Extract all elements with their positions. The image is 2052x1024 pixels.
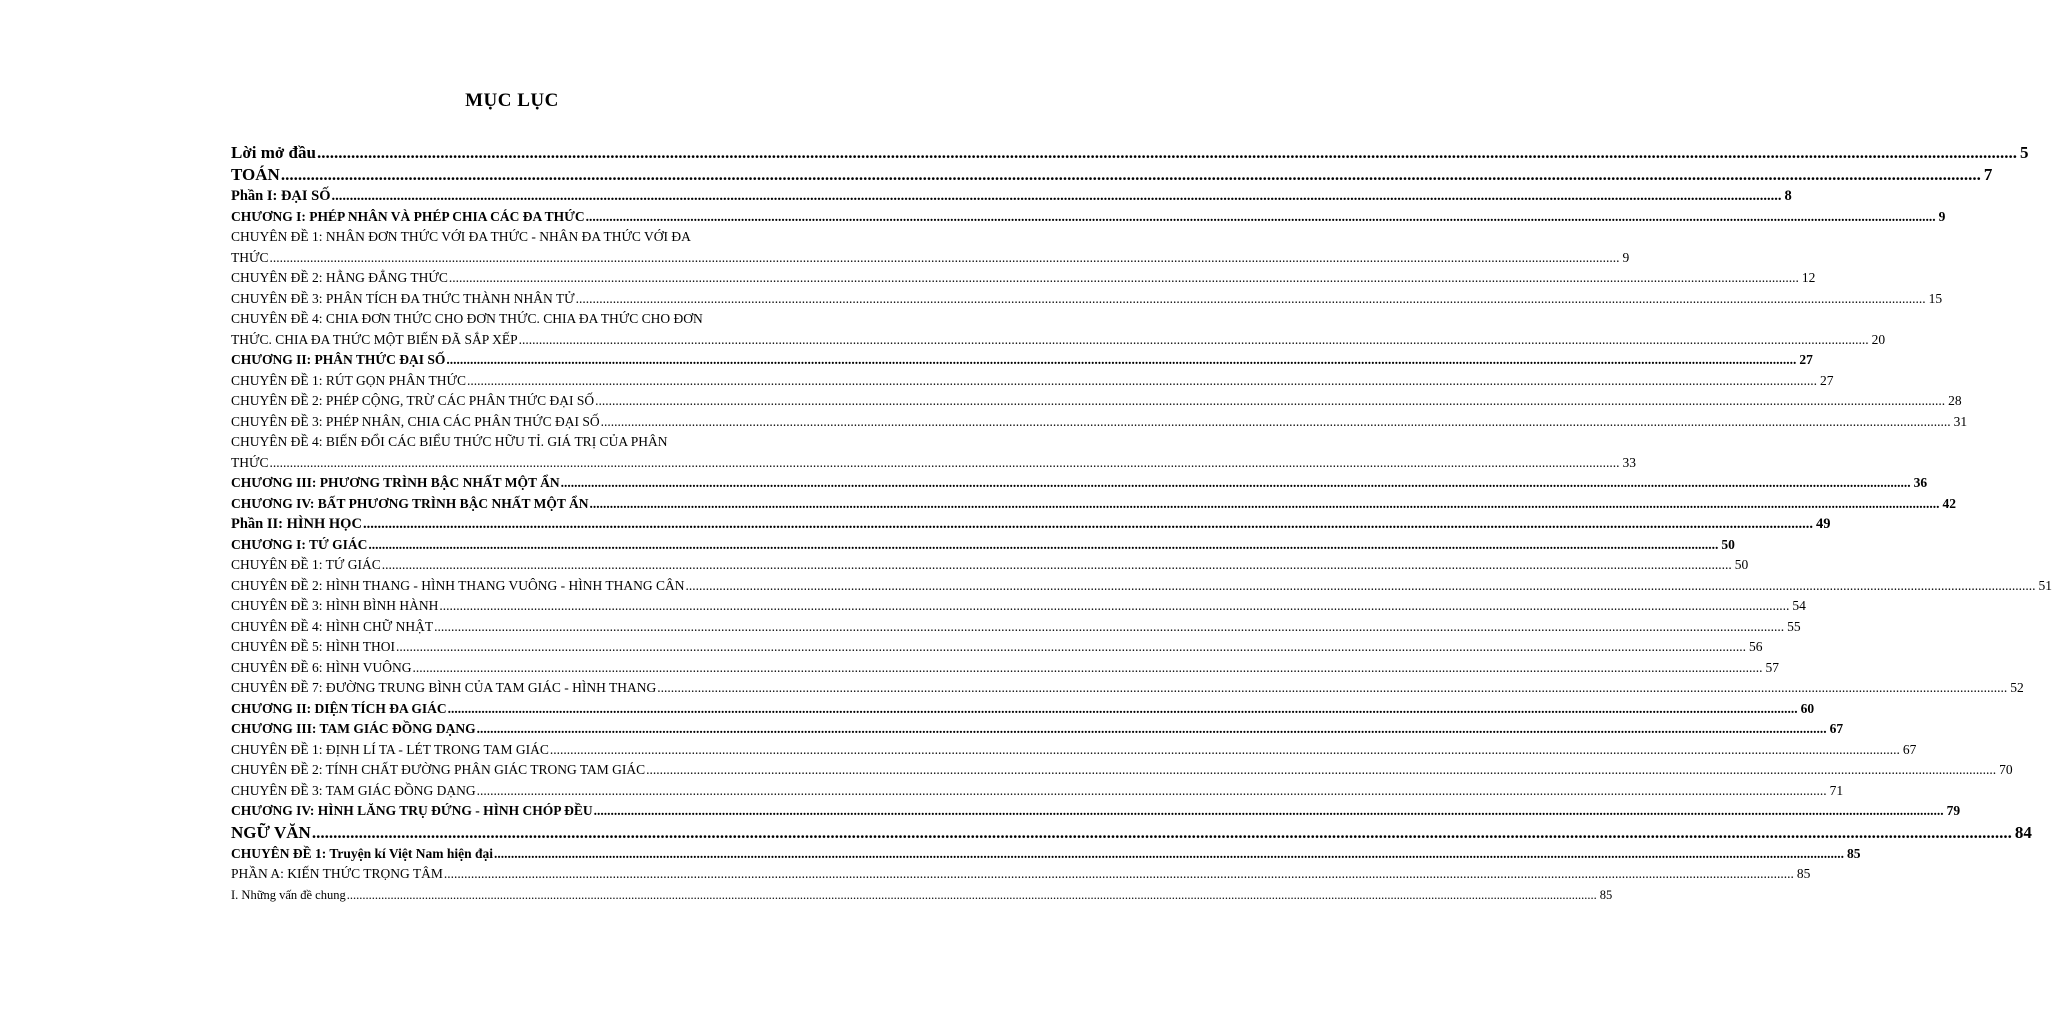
toc-page-number: 52 <box>2010 680 2024 695</box>
toc-entry[interactable] <box>231 514 1831 535</box>
toc-entry[interactable] <box>231 576 2052 597</box>
toc-page-number: 55 <box>1787 618 1801 634</box>
dot-leader: ................................................................................................................................................................................................................................................................................................................................................................................................................ <box>311 822 2012 842</box>
toc-entry[interactable] <box>231 412 1968 433</box>
toc-page-number: 33 <box>1622 454 1636 470</box>
toc-page-number: 36 <box>1913 475 1928 490</box>
dot-leader: ................................................................................................................................................................................................................................................................................................................................................................................................................ <box>476 782 1827 798</box>
toc-entry-title-continued: THỨC. CHIA ĐA THỨC MỘT BIẾN ĐÃ SẮP XẾP <box>231 331 518 347</box>
toc-entry[interactable] <box>231 637 1763 658</box>
toc-entry-title: CHUYÊN ĐỀ 4: BIẾN ĐỔI CÁC BIỂU THỨC HỮU TỈ. GIÁ TRỊ CỦA PHÂN <box>231 434 668 449</box>
toc-entry-title: CHUYÊN ĐỀ 4: HÌNH CHỮ NHẬT <box>231 618 434 634</box>
toc-entry-title: CHƯƠNG I: PHÉP NHÂN VÀ PHÉP CHIA CÁC ĐA THỨC <box>231 208 585 224</box>
dot-leader: ................................................................................................................................................................................................................................................................................................................................................................................................................ <box>331 188 1782 204</box>
dot-leader: ................................................................................................................................................................................................................................................................................................................................................................................................................ <box>316 143 2017 162</box>
toc-page-number: 79 <box>1946 803 1961 818</box>
toc-entry[interactable] <box>231 740 1917 761</box>
toc-entry-title: CHUYÊN ĐỀ 1: ĐỊNH LÍ TA - LÉT TRONG TAM GIÁC <box>231 741 549 757</box>
dot-leader: ................................................................................................................................................................................................................................................................................................................................................................................................................ <box>446 352 1797 367</box>
toc-entry-title: CHƯƠNG II: PHÂN THỨC ĐẠI SỐ <box>231 352 446 367</box>
toc-entry[interactable] <box>231 227 1630 268</box>
table-of-contents <box>231 142 2052 905</box>
dot-leader: ................................................................................................................................................................................................................................................................................................................................................................................................................ <box>346 887 1597 902</box>
toc-page-number: 51 <box>2038 577 2052 593</box>
toc-page-number: 50 <box>1734 557 1749 572</box>
toc-page-number: 5 <box>2019 143 2029 162</box>
dot-leader: ................................................................................................................................................................................................................................................................................................................................................................................................................ <box>476 721 1827 736</box>
dot-leader: ................................................................................................................................................................................................................................................................................................................................................................................................................ <box>595 393 1946 408</box>
toc-entry[interactable] <box>231 142 2029 164</box>
toc-entry-title: CHUYÊN ĐỀ 2: HẰNG ĐẲNG THỨC <box>231 270 448 285</box>
toc-page-number: 57 <box>1765 659 1779 675</box>
dot-leader: ................................................................................................................................................................................................................................................................................................................................................................................................................ <box>269 454 1620 470</box>
toc-entry-title: CHƯƠNG III: PHƯƠNG TRÌNH BẬC NHẤT MỘT ẨN <box>231 475 560 490</box>
dot-leader: ................................................................................................................................................................................................................................................................................................................................................................................................................ <box>368 536 1719 552</box>
dot-leader: ................................................................................................................................................................................................................................................................................................................................................................................................................ <box>395 639 1746 654</box>
toc-page-number: 85 <box>1599 887 1613 902</box>
toc-entry-title: CHƯƠNG III: TAM GIÁC ĐỒNG DẠNG <box>231 721 476 736</box>
toc-entry[interactable] <box>231 268 1816 289</box>
toc-entry-title: Phần II: HÌNH HỌC <box>231 516 362 532</box>
toc-entry[interactable] <box>231 473 1928 494</box>
toc-entry-title: CHUYÊN ĐỀ 3: TAM GIÁC ĐỒNG DẠNG <box>231 782 476 798</box>
toc-entry-title: CHUYÊN ĐỀ 2: HÌNH THANG - HÌNH THANG VUÔNG - HÌNH THANG CÂN <box>231 577 685 593</box>
dot-leader: ................................................................................................................................................................................................................................................................................................................................................................................................................ <box>685 577 2036 593</box>
dot-leader: ................................................................................................................................................................................................................................................................................................................................................................................................................ <box>362 516 1813 532</box>
toc-entry[interactable] <box>231 885 1613 905</box>
toc-entry-title: CHUYÊN ĐỀ 4: CHIA ĐƠN THỨC CHO ĐƠN THỨC. CHIA ĐA THỨC CHO ĐƠN <box>231 311 703 326</box>
toc-page-number: 67 <box>1902 741 1917 757</box>
toc-entry[interactable] <box>231 760 2013 781</box>
dot-leader: ................................................................................................................................................................................................................................................................................................................................................................................................................ <box>585 208 1936 224</box>
toc-entry[interactable] <box>231 596 1806 617</box>
dot-leader: ................................................................................................................................................................................................................................................................................................................................................................................................................ <box>560 475 1911 490</box>
toc-entry-title: Phần I: ĐẠI SỐ <box>231 188 331 204</box>
toc-entry-title: CHUYÊN ĐỀ 1: RÚT GỌN PHÂN THỨC <box>231 372 466 388</box>
dot-leader: ................................................................................................................................................................................................................................................................................................................................................................................................................ <box>494 845 1845 861</box>
dot-leader: ................................................................................................................................................................................................................................................................................................................................................................................................................ <box>657 680 2008 695</box>
toc-entry-title: CHƯƠNG I: TỨ GIÁC <box>231 536 368 552</box>
toc-entry-title: CHUYÊN ĐỀ 1: TỨ GIÁC <box>231 557 381 572</box>
toc-page-number: 20 <box>1871 331 1886 347</box>
dot-leader: ................................................................................................................................................................................................................................................................................................................................................................................................................ <box>466 372 1817 388</box>
toc-page-number: 28 <box>1948 393 1962 408</box>
toc-entry-title: CHUYÊN ĐỀ 2: TÍNH CHẤT ĐƯỜNG PHÂN GIÁC TRONG TAM GIÁC <box>231 762 646 777</box>
dot-leader: ................................................................................................................................................................................................................................................................................................................................................................................................................ <box>447 700 1798 716</box>
dot-leader: ................................................................................................................................................................................................................................................................................................................................................................................................................ <box>434 618 1785 634</box>
toc-page-number: 71 <box>1829 782 1844 798</box>
toc-entry-title-continued: THỨC <box>231 249 269 265</box>
toc-page-number: 85 <box>1847 845 1861 861</box>
toc-entry[interactable] <box>231 309 1886 350</box>
dot-leader: ................................................................................................................................................................................................................................................................................................................................................................................................................ <box>412 659 1763 675</box>
dot-leader: ................................................................................................................................................................................................................................................................................................................................................................................................................ <box>443 866 1794 881</box>
toc-page-number: 70 <box>1999 762 2013 777</box>
toc-entry-title: CHUYÊN ĐỀ 7: ĐƯỜNG TRUNG BÌNH CỦA TAM GIÁC - HÌNH THANG <box>231 680 657 695</box>
toc-page-number: 49 <box>1815 516 1831 532</box>
dot-leader: ................................................................................................................................................................................................................................................................................................................................................................................................................ <box>381 557 1732 572</box>
toc-entry[interactable] <box>231 555 1749 576</box>
toc-page-number: 67 <box>1829 721 1844 736</box>
toc-entry-title: CHUYÊN ĐỀ 1: NHÂN ĐƠN THỨC VỚI ĐA THỨC - NHÂN ĐA THỨC VỚI ĐA <box>231 229 691 244</box>
toc-page-number: 12 <box>1801 270 1816 285</box>
toc-entry[interactable] <box>231 864 1811 885</box>
dot-leader: ................................................................................................................................................................................................................................................................................................................................................................................................................ <box>280 165 1981 184</box>
toc-entry-title: CHƯƠNG IV: BẤT PHƯƠNG TRÌNH BẬC NHẤT MỘT ẨN <box>231 495 589 511</box>
toc-page-number: 42 <box>1942 495 1957 511</box>
toc-entry[interactable] <box>231 678 2024 699</box>
toc-page-number: 9 <box>1938 208 1946 224</box>
toc-entry[interactable] <box>231 289 1943 310</box>
dot-leader: ................................................................................................................................................................................................................................................................................................................................................................................................................ <box>646 762 1997 777</box>
toc-entry-title: Lời mở đầu <box>231 143 316 162</box>
toc-page-number: 8 <box>1784 188 1792 204</box>
dot-leader: ................................................................................................................................................................................................................................................................................................................................................................................................................ <box>589 495 1940 511</box>
toc-page-number: 84 <box>2014 822 2032 842</box>
toc-entry[interactable] <box>231 186 1792 207</box>
toc-page-number: 31 <box>1953 413 1968 429</box>
page-title: MỤC LỤC <box>465 90 559 111</box>
toc-entry-title: CHUYÊN ĐỀ 3: PHÉP NHÂN, CHIA CÁC PHÂN THỨC ĐẠI SỐ <box>231 413 600 429</box>
toc-entry[interactable] <box>231 781 1844 802</box>
toc-entry[interactable] <box>231 494 1957 515</box>
toc-page-number: 85 <box>1796 866 1811 881</box>
toc-entry[interactable] <box>231 658 1779 679</box>
toc-page-number: 15 <box>1928 290 1943 306</box>
toc-entry[interactable] <box>231 432 1636 473</box>
toc-entry-title: NGỮ VĂN <box>231 822 311 842</box>
toc-entry[interactable] <box>231 801 1961 822</box>
toc-entry-title: CHUYÊN ĐỀ 5: HÌNH THOI <box>231 639 395 654</box>
toc-page-number: 60 <box>1800 700 1815 716</box>
toc-entry[interactable] <box>231 844 1861 865</box>
toc-entry[interactable] <box>231 535 1735 556</box>
dot-leader: ................................................................................................................................................................................................................................................................................................................................................................................................................ <box>593 803 1944 818</box>
toc-page-number: 27 <box>1819 372 1834 388</box>
toc-entry[interactable] <box>231 164 1993 186</box>
toc-entry-title-continued: THỨC <box>231 454 269 470</box>
dot-leader: ................................................................................................................................................................................................................................................................................................................................................................................................................ <box>448 270 1799 285</box>
toc-page-number: 56 <box>1748 639 1763 654</box>
dot-leader: ................................................................................................................................................................................................................................................................................................................................................................................................................ <box>269 249 1620 265</box>
toc-entry[interactable] <box>231 391 1962 412</box>
toc-entry-title: CHUYÊN ĐỀ 3: HÌNH BÌNH HÀNH <box>231 598 439 613</box>
dot-leader: ................................................................................................................................................................................................................................................................................................................................................................................................................ <box>575 290 1926 306</box>
toc-entry-title: TOÁN <box>231 165 280 184</box>
toc-entry[interactable] <box>231 350 1813 371</box>
dot-leader: ................................................................................................................................................................................................................................................................................................................................................................................................................ <box>549 741 1900 757</box>
toc-entry-title: CHƯƠNG IV: HÌNH LĂNG TRỤ ĐỨNG - HÌNH CHÓP ĐỀU <box>231 803 593 818</box>
toc-entry[interactable] <box>231 617 1801 638</box>
toc-entry[interactable] <box>231 371 1834 392</box>
toc-entry[interactable] <box>231 822 2032 844</box>
toc-entry-title: PHẦN A: KIẾN THỨC TRỌNG TÂM <box>231 866 443 881</box>
toc-page-number: 50 <box>1721 536 1735 552</box>
toc-page-number: 27 <box>1799 352 1813 367</box>
toc-entry[interactable] <box>231 207 1946 228</box>
toc-entry-title: CHUYÊN ĐỀ 1: Truyện kí Việt Nam hiện đại <box>231 845 494 861</box>
toc-entry-title: I. Những vấn đề chung <box>231 887 346 902</box>
dot-leader: ................................................................................................................................................................................................................................................................................................................................................................................................................ <box>600 413 1951 429</box>
toc-page-number: 54 <box>1792 598 1806 613</box>
dot-leader: ................................................................................................................................................................................................................................................................................................................................................................................................................ <box>439 598 1790 613</box>
dot-leader: ................................................................................................................................................................................................................................................................................................................................................................................................................ <box>518 331 1869 347</box>
toc-entry[interactable] <box>231 699 1815 720</box>
toc-entry[interactable] <box>231 719 1844 740</box>
toc-page-number: 7 <box>1983 165 1993 184</box>
toc-entry-title: CHUYÊN ĐỀ 3: PHÂN TÍCH ĐA THỨC THÀNH NHÂN TỬ <box>231 290 575 306</box>
toc-entry-title: CHUYÊN ĐỀ 6: HÌNH VUÔNG <box>231 659 412 675</box>
toc-entry-title: CHUYÊN ĐỀ 2: PHÉP CỘNG, TRỪ CÁC PHÂN THỨC ĐẠI SỐ <box>231 393 595 408</box>
toc-entry-title: CHƯƠNG II: DIỆN TÍCH ĐA GIÁC <box>231 700 447 716</box>
toc-page-number: 9 <box>1622 249 1630 265</box>
